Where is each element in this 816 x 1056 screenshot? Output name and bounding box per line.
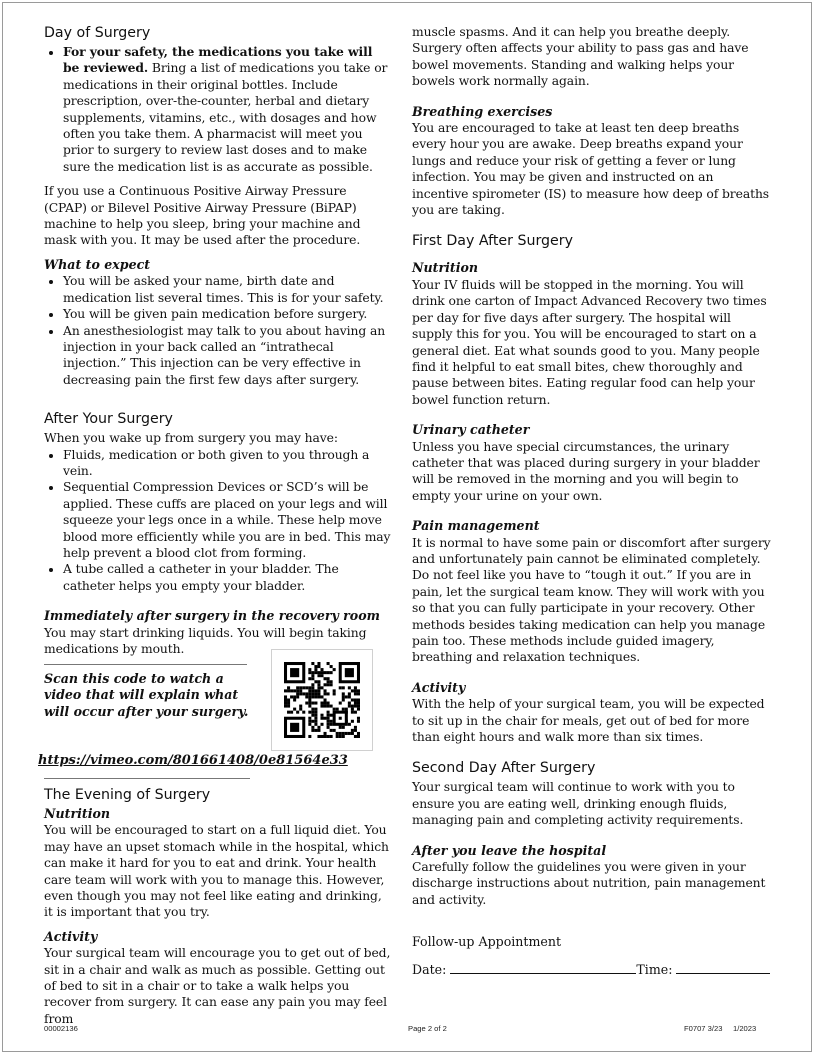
day-of-surgery-heading: Day of Surgery [44, 25, 151, 41]
qr-code[interactable] [271, 649, 373, 751]
evening-activity-text: Your surgical team will encourage you to get out of bed, sit in a chair and walk as much as possible. Getting out of bed to sit in a chair or to take a walk helps you recover from surgery. It can ease any pain you may feel from [44, 946, 391, 1026]
list-item: • A tube called a catheter in your bladder. The catheter helps you empty your bladder. [63, 561, 392, 594]
breathing-text: You are encouraged to take at least ten deep breaths every hour you are awake. Deep breaths expand your lungs and reduce your risk of getting a fever or lung infection. You may be given and instructed on an incentive spirometer (IS) to measure how deep of breaths you are taking. [412, 121, 770, 218]
continued-text: muscle spasms. And it can help you breathe deeply. Surgery often affects your ability to pass gas and have bowel movements. Standing and walking helps your bowels work normally again. [412, 25, 749, 89]
first-day-nutrition-text: Your IV fluids will be stopped in the morning. You will drink one carton of Impact Advanced Recovery two times per day for five days after surgery. The hospital will supply this for you. You will be encouraged to start on a general diet. Eat what sounds good to you. Many people find it helpful to eat small bites, chew thoroughly and pause between bites. Eating regular food can help your bowel function return. [412, 277, 767, 407]
day-of-surgery-list [44, 44, 392, 175]
second-day-text: Your surgical team will continue to work with you to ensure you are eating well, drinking enough fluids, managing pain and completing activity requirements. [412, 780, 744, 828]
qr-code-icon [284, 662, 360, 738]
catheter-text: Unless you have special circumstances, the urinary catheter that was placed during surgery in your bladder will be removed in the morning and you will begin to empty your urine on your own. [412, 439, 760, 503]
right-column [412, 24, 772, 977]
first-day-nutrition-heading: Nutrition [412, 260, 479, 276]
date-label: Date: [412, 962, 447, 978]
date-field[interactable] [450, 961, 636, 974]
video-link[interactable]: https://vimeo.com/801661408/0e81564e33 [38, 753, 348, 768]
recovery-room-text: You may start drinking liquids. You will begin taking medications by mouth. [44, 625, 367, 656]
time-field[interactable] [676, 961, 770, 974]
list-item: • Fluids, medication or both given to you through a vein. [63, 447, 392, 480]
time-label: Time: [636, 962, 673, 978]
first-day-activity-heading: Activity [412, 679, 466, 695]
after-surgery-heading: After Your Surgery [44, 411, 173, 428]
catheter-heading: Urinary catheter [412, 422, 530, 438]
list-item: • Sequential Compression Devices or SCD’s will be applied. These cuffs are placed on your legs and will squeeze your legs once in a while. These help move blood more efficiently while you are in bed. This may help prevent a blood clot from forming. [63, 479, 392, 561]
pain-heading: Pain management [412, 518, 540, 534]
evening-section [44, 786, 392, 1027]
what-to-expect-list [44, 273, 392, 388]
left-column [44, 24, 392, 657]
pain-text: It is normal to have some pain or discomfort after surgery and unfortunately pain cannot be eliminated completely. Do not feel like you have to “tough it out.” If you are in pain, let the surgical team know. They will work with you so that you can fully participate in your recovery. Other methods besides taking medication can help you manage pain too. These methods include guided imagery, breathing and relaxation techniques. [412, 535, 771, 665]
divider-top [44, 664, 247, 665]
list-item: • You will be given pain medication before surgery. [63, 306, 392, 322]
list-item: • You will be asked your name, birth date and medication list several times. This is for your safety. [63, 273, 392, 306]
evening-nutrition-heading: Nutrition [44, 806, 111, 821]
medication-review-item: • For your safety, the medications you take will be reviewed. Bring a list of medications you take or medications in their original bottles. Include prescription, over-the-counter, herbal and dietary supplements, vitamins, etc., with dosages and how often you take them. A pharmacist will meet you prior to surgery to review last doses and to make sure the medication list is as accurate as possible. [63, 44, 392, 175]
evening-activity-heading: Activity [44, 928, 98, 944]
evening-nutrition-text: You will be encouraged to start on a full liquid diet. You may have an upset stomach while in the hospital, which can make it hard for you to eat and drink. Your health care team will work with you to manage this. However, even though you may not feel like eating and drinking, it is important that you try. [44, 823, 389, 920]
first-day-heading: First Day After Surgery [412, 233, 574, 250]
footer-page-number: Page 2 of 2 [408, 1024, 447, 1033]
footer-date: 1/2023 [733, 1024, 757, 1033]
footer-form-number: F0707 3/23 [684, 1024, 723, 1033]
divider-bottom [44, 778, 250, 779]
followup-fields [412, 961, 772, 977]
what-to-expect-heading: What to expect [44, 256, 151, 272]
after-surgery-intro: When you wake up from surgery you may have: [44, 431, 338, 446]
after-surgery-list [44, 447, 392, 595]
scan-code-text: Scan this code to watch a video that will explain what will occur after your surgery. [44, 671, 249, 719]
recovery-room-heading: Immediately after surgery in the recovery room [44, 608, 380, 624]
leave-hospital-text: Carefully follow the guidelines you were given in your discharge instructions about nutrition, pain management and activity. [412, 860, 766, 907]
footer-code: 00002136 [44, 1024, 78, 1033]
breathing-heading: Breathing exercises [412, 103, 553, 119]
cpap-paragraph: If you use a Continuous Positive Airway Pressure (CPAP) or Bilevel Positive Airway Pressure (BiPAP) machine to help you sleep, bring your machine and mask with you. It may be used after the procedure. [44, 184, 361, 248]
first-day-activity-text: With the help of your surgical team, you will be expected to sit up in the chair for meals, get out of bed for more than eight hours and walk more than six times. [412, 697, 765, 745]
second-day-heading: Second Day After Surgery [412, 760, 596, 777]
list-item: • An anesthesiologist may talk to you about having an injection in your back called an “intrathecal injection.” This injection can be very effective in decreasing pain the first few days after surgery. [63, 323, 392, 389]
evening-heading: The Evening of Surgery [44, 787, 211, 803]
leave-hospital-heading: After you leave the hospital [412, 842, 607, 858]
followup-title: Follow-up Appointment [412, 934, 562, 950]
